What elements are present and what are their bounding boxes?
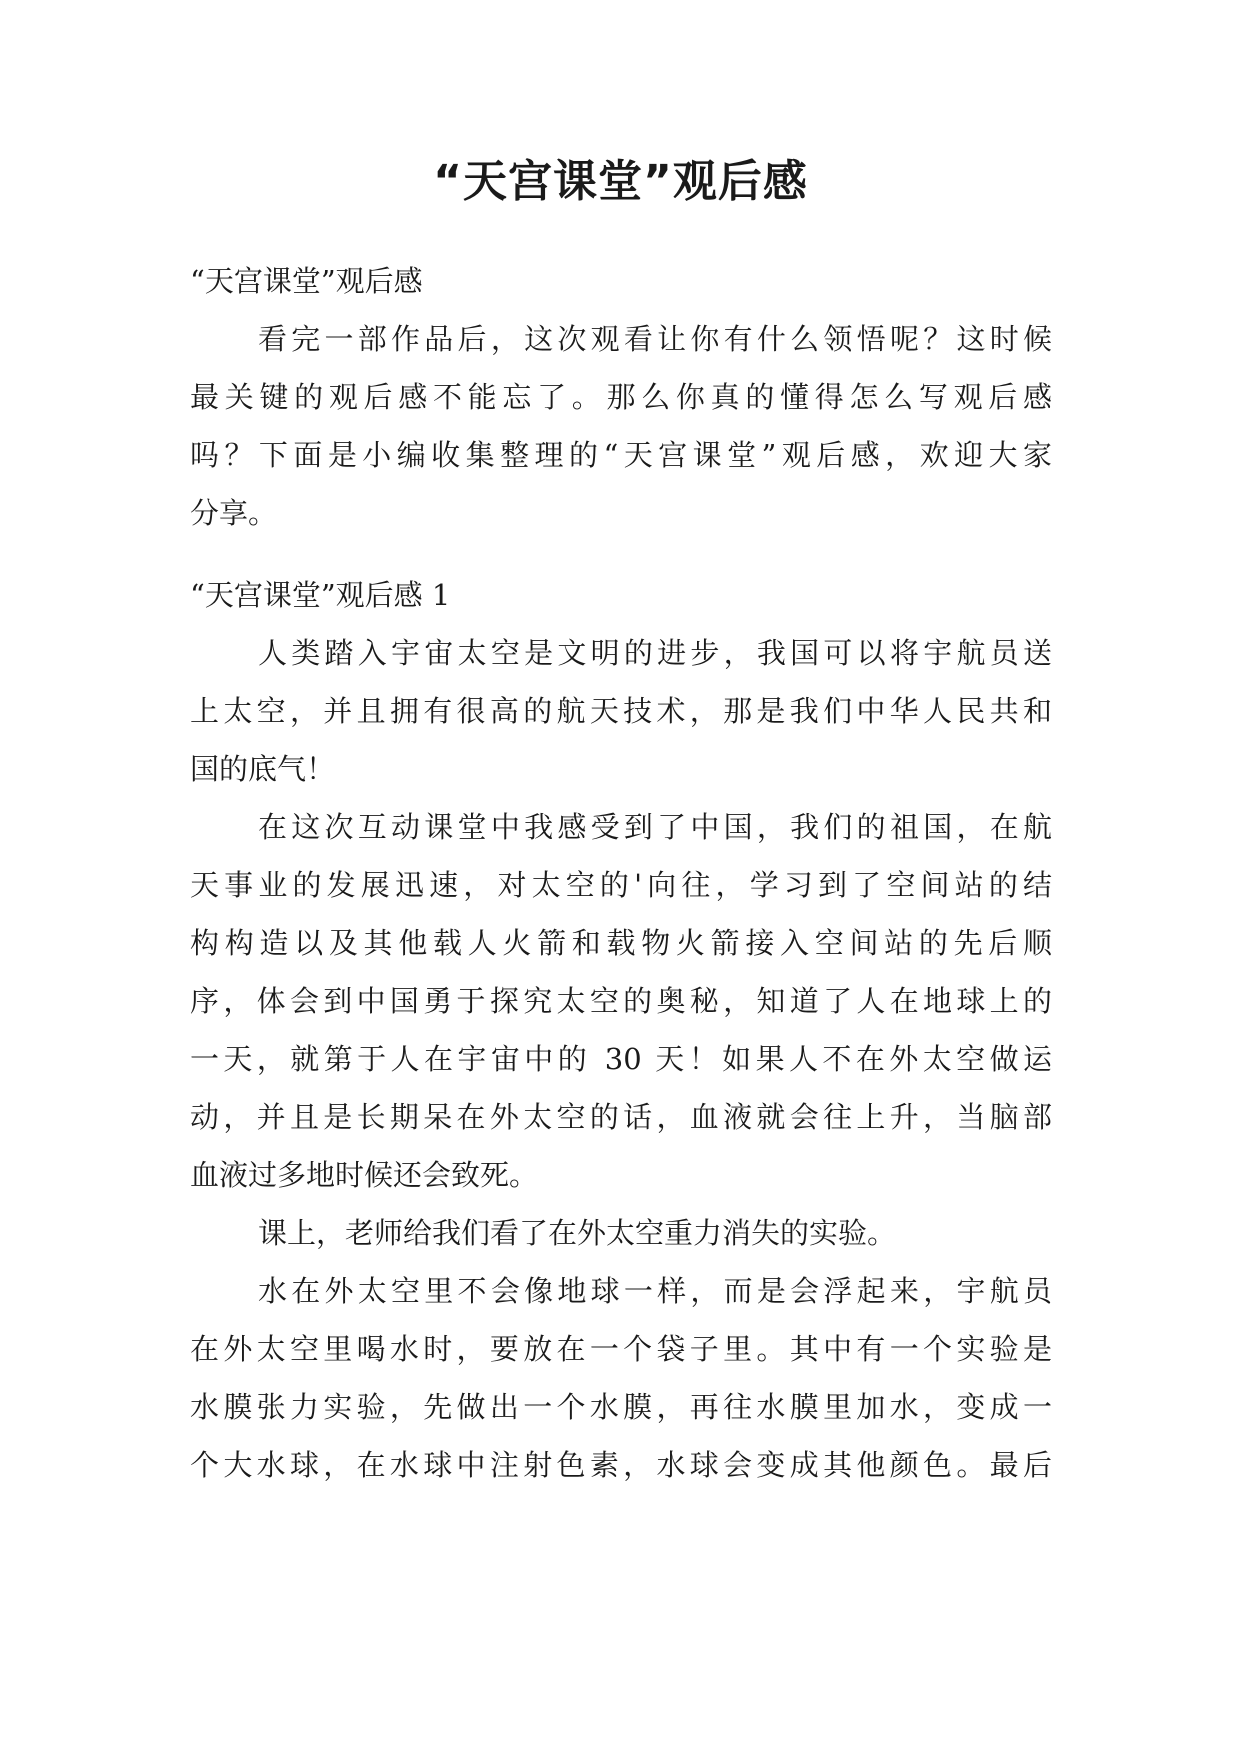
paragraph-line: 水膜张力实验，先做出一个水膜，再往水膜里加水，变成一 (190, 1390, 1052, 1424)
paragraph-line: 国的底气！ (190, 752, 336, 786)
intro-line: 分享。 (190, 496, 278, 530)
section-1-heading: “天宫课堂”观后感 1 (190, 578, 451, 612)
paragraph-line: 水在外太空里不会像地球一样，而是会浮起来，宇航员 (258, 1274, 1052, 1308)
paragraph-line: 在外太空里喝水时，要放在一个袋子里。其中有一个实验是 (190, 1332, 1052, 1366)
paragraph-line: 一天，就第于人在宇宙中的 30 天！如果人不在外太空做运 (190, 1042, 1052, 1076)
paragraph-line: 上太空，并且拥有很高的航天技术，那是我们中华人民共和 (190, 694, 1052, 728)
section-1 (190, 566, 1052, 1494)
intro-line: 最关键的观后感不能忘了。那么你真的懂得怎么写观后感 (190, 380, 1052, 414)
paragraph-line: 序，体会到中国勇于探究太空的奥秘，知道了人在地球上的 (190, 984, 1052, 1018)
paragraph-line: 课上，老师给我们看了在外太空重力消失的实验。 (258, 1216, 897, 1250)
paragraph-line: 动，并且是长期呆在外太空的话，血液就会往上升，当脑部 (190, 1100, 1052, 1134)
document-title: “天宫课堂”观后感 (433, 156, 808, 207)
intro-section (190, 252, 1052, 542)
paragraph-line: 构构造以及其他载人火箭和载物火箭接入空间站的先后顺 (190, 926, 1052, 960)
intro-line: 吗？下面是小编收集整理的“天宫课堂”观后感，欢迎大家 (190, 438, 1052, 472)
paragraph-line: 人类踏入宇宙太空是文明的进步，我国可以将宇航员送 (258, 636, 1052, 670)
intro-line: 看完一部作品后，这次观看让你有什么领悟呢？这时候 (258, 322, 1052, 356)
paragraph-line: 血液过多地时候还会致死。 (190, 1158, 539, 1192)
paragraph-line: 在这次互动课堂中我感受到了中国，我们的祖国，在航 (258, 810, 1052, 844)
paragraph-line: 个大水球，在水球中注射色素，水球会变成其他颜色。最后 (190, 1448, 1052, 1482)
paragraph-line: 天事业的发展迅速，对太空的'向往，学习到了空间站的结 (190, 868, 1052, 902)
intro-heading: “天宫课堂”观后感 (190, 264, 423, 298)
